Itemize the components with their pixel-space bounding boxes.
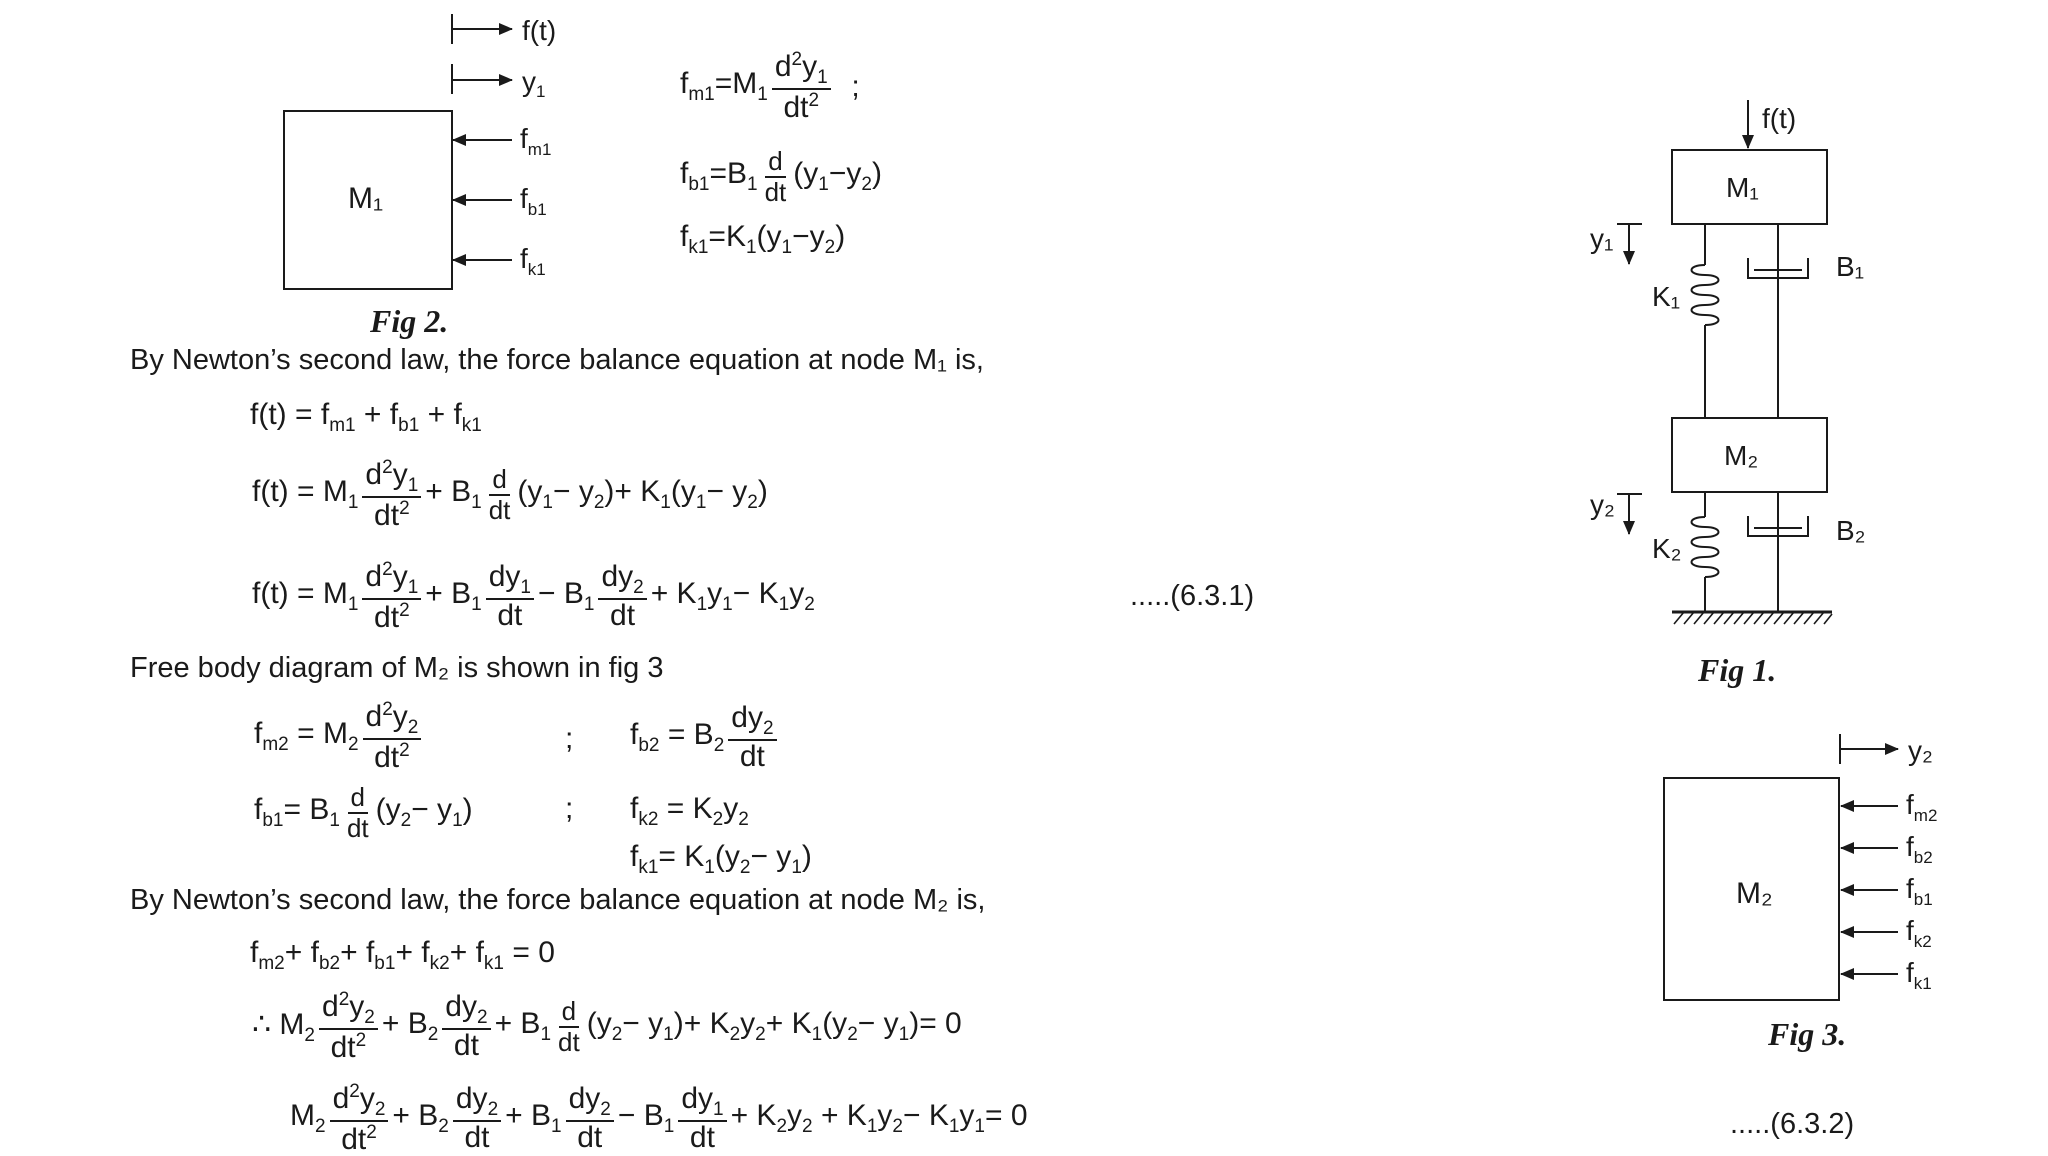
fig1-y2-label: y₂ — [1590, 489, 1615, 520]
fig3-fm2-label: $f_{m2}$ — [1906, 789, 1938, 825]
fig1-ft-label: f(t) — [1762, 103, 1797, 134]
fig3-mass-label: M₂ — [1736, 877, 1773, 910]
eq-fb1: $f_{b1}=B_1$ $\frac{d}{dt}$ $(y_1-y_2)$ — [680, 146, 882, 207]
fig2-diagram — [270, 0, 600, 300]
eq-semicolon-2: ; — [565, 792, 574, 825]
fig1-spring-k2 — [1692, 517, 1719, 577]
fig1-k1-label: K₁ — [1652, 281, 1681, 312]
fig1-b2-label: B₂ — [1836, 515, 1866, 546]
eq-fb1-m2: $f_{b1}= B_1$ $\frac{d}{dt}$ $(y_2- y_1)$ — [254, 782, 473, 843]
fig2-mass-label: M₁ — [348, 182, 384, 215]
eq-number-632: .....(6.3.2) — [1730, 1108, 1855, 1140]
fig3-fb2-label: $f_{b2}$ — [1906, 831, 1933, 867]
fig1-y1-label: y₁ — [1590, 223, 1614, 254]
text-newton-m2: By Newton’s second law, the force balance equation at node M₂ is, — [130, 884, 986, 916]
fig3-fk2-label: $f_{k2}$ — [1906, 915, 1932, 951]
eq-m2-final: $M_2$ $\frac{d^2y_2}{dt^2}$ + $B_2$ $\frac{dy_2}{dt}$ + $B_1$ $\frac{dy_2}{dt}$ − $B_1$ $\frac{dy_1}{dt}$ + $K_2y_2 + K_1y_2- K_1y_1= 0$ — [290, 1081, 1028, 1156]
fig1-caption: Fig 1. — [1698, 652, 1777, 688]
eq-number-631: .....(6.3.1) — [1130, 580, 1255, 612]
fig3-fb1-label: $f_{b1}$ — [1906, 873, 1933, 909]
fig2-fm1-label: $f_{m1}$ — [520, 123, 552, 159]
fig1-b1-label: B₁ — [1836, 251, 1865, 282]
eq-semicolon-1: ; — [565, 722, 574, 755]
eq-m1-final: $f(t) = M_1$ $\frac{d^2y_1}{dt^2}$ + $B_1$ $\frac{dy_1}{dt}$ − $B_1$ $\frac{dy_2}{dt}$ + $K_1y_1- K_1y_2$ — [252, 559, 815, 635]
eq-m2-balance: $f_{m2}+ f_{b2}+ f_{b1}+ f_{k2}+ f_{k1} = 0$ — [250, 936, 555, 974]
fig2-y1-label: $y_1$ — [522, 66, 546, 101]
eq-m2-expanded: ∴ $M_2$ $\frac{d^2y_2}{dt^2}$ + $B_2$ $\frac{dy_2}{dt}$ + $B_1$ $\frac{d}{dt}$ $(y_2- y_1)+ K_2y_2+ K_1(y_2- y_1)= 0$ — [252, 989, 962, 1065]
fig3-diagram — [1650, 720, 1970, 1020]
eq-fk1: $f_{k1}=K_1(y_1-y_2)$ — [680, 220, 846, 258]
eq-fb2: $f_{b2} = B_2$ $\frac{dy_2}{dt}$ — [630, 703, 781, 773]
fig3-fk1-label: $f_{k1}$ — [1906, 957, 1932, 993]
eq-m1-expanded: $f(t) = M_1$ $\frac{d^2y_1}{dt^2}$ + $B_1$ $\frac{d}{dt}$ $(y_1- y_2)+ K_1(y_1- y_2)$ — [252, 457, 768, 533]
fig1-m1-label: M₁ — [1726, 172, 1759, 203]
fig1-m2-label: M₂ — [1724, 440, 1759, 471]
fig1-k2-label: K₂ — [1652, 533, 1682, 564]
eq-fk1-m2: $f_{k1}= K_1(y_2- y_1)$ — [630, 840, 812, 878]
fig1-diagram — [1540, 90, 2000, 650]
fig2-ft-label: f(t) — [522, 15, 557, 46]
text-free-body-m2: Free body diagram of M₂ is shown in fig 3 — [130, 652, 664, 684]
eq-m1-balance: $f(t) = f_{m1} + f_{b1} + f_{k1}$ — [250, 398, 482, 436]
eq-fm2: $f_{m2} = M_2$ $\frac{d^2y_2}{dt^2}$ — [254, 700, 425, 774]
fig3-y2-label: y₂ — [1908, 735, 1933, 766]
eq-fk2: $f_{k2} = K_2y_2$ — [630, 792, 749, 830]
fig1-spring-k1 — [1692, 265, 1719, 325]
fig2-fb1-label: $f_{b1}$ — [520, 183, 547, 219]
fig2-fk1-label: $f_{k1}$ — [520, 243, 546, 279]
fig2-caption: Fig 2. — [370, 303, 449, 339]
fig3-caption: Fig 3. — [1768, 1016, 1847, 1052]
text-newton-m1: By Newton’s second law, the force balance equation at node M₁ is, — [130, 344, 984, 376]
eq-fm1: $f_{m1}=M_1$ $\frac{d^2y_1}{dt^2}$ ; — [680, 49, 860, 125]
